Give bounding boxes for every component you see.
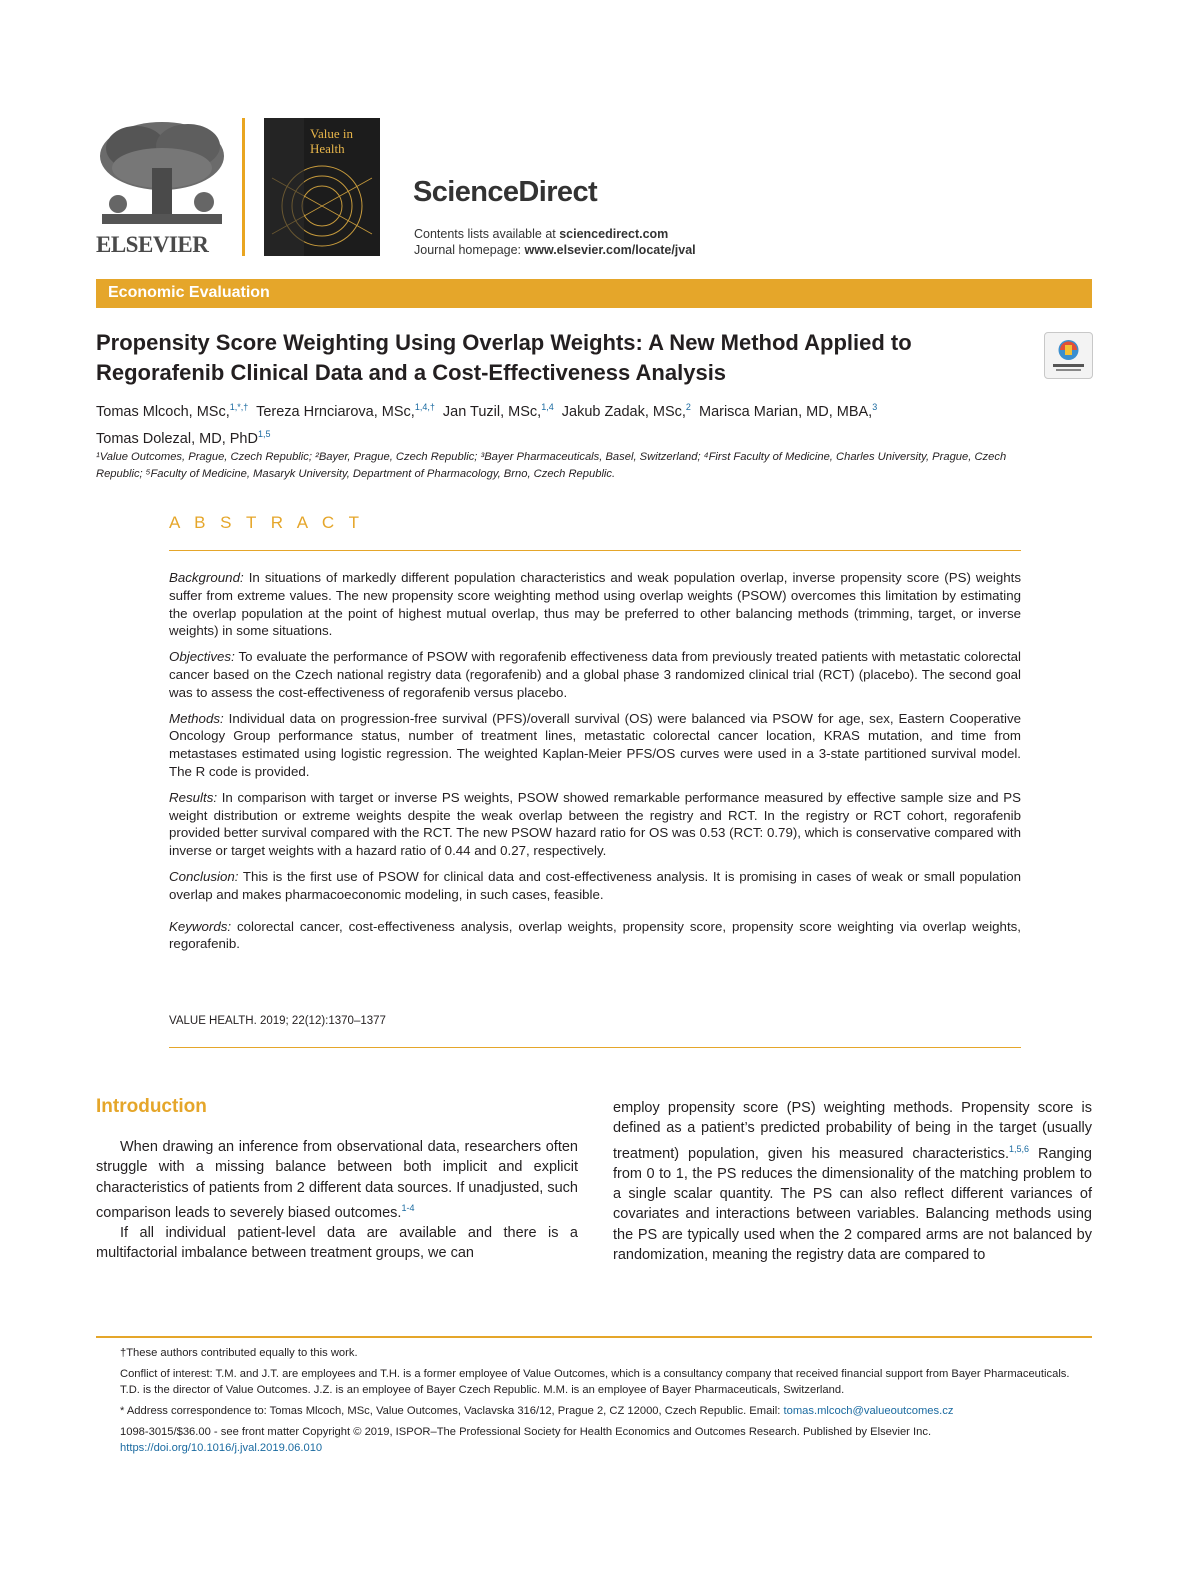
abstract-text: In comparison with target or inverse PS weights, PSOW showed remarkable performance measured by effective sample size and PS weight distribution or extreme weights despite the weak overlap between the registry and RCT. In the registry or RCT cohort, regorafenib provided better survival compared with the RCT. The new PSOW hazard ratio for OS was 0.53 (RCT: 0.79), which is conservative compared with inverse or target weights with a hazard ratio of 0.44 and 0.27, respectively. <box>169 789 1021 859</box>
journal-cover[interactable] <box>264 118 380 256</box>
abstract-text: To evaluate the performance of PSOW with regorafenib effectiveness data from previously treated patients with metastatic colorectal cancer based on the Czech national registry data (regorafenib) and a global phase 3 randomized clinical trial (RCT) (placebo). The second goal was to assess the cost-effectiveness of regorafenib versus placebo. <box>169 649 1021 700</box>
check-for-updates-icon[interactable] <box>1044 332 1093 379</box>
abstract-methods <box>169 710 1021 781</box>
correspondence-text: * Address correspondence to: Tomas Mlcoch, MSc, Value Outcomes, Vaclavska 316/12, Prague 2, CZ 12000, Czech Republic. Email: <box>120 1405 784 1417</box>
left-column <box>96 1137 578 1264</box>
intro-text: Ranging from 0 to 1, the PS reduces the dimensionality of the matching problem to a single scalar quantity. The PS can also reflect different variances of covariates and interactions between variables. Balancing methods using the PS are typically used when the 2 compared arms are not balanced by randomization, meaning the registry data are compared to <box>613 1145 1093 1263</box>
article-title: Propensity Score Weighting Using Overlap Weights: A New Method Applied to Regorafenib Clinical Data and a Cost-Effectiveness Analysis <box>96 330 912 385</box>
author-affil-ref[interactable]: 2 <box>685 402 691 412</box>
reference-link[interactable]: 1-4 <box>401 1202 415 1213</box>
conflict-of-interest-note: Conflict of interest: T.M. and J.T. are employees and T.H. is a former employee of Value Outcomes, which is a consultancy company that received financial support from Bayer Pharmaceuticals. T.D. is the director of Value Outcomes. J.Z. is an employee of Bayer Czech Republic. M.M. is an employee of Bayer Pharmaceuticals, Switzerland. <box>120 1368 1070 1396</box>
abstract-results <box>169 789 1021 860</box>
copyright-note: 1098-3015/$36.00 - see front matter Copyright © 2019, ISPOR–The Professional Society for Health Economics and Outcomes Research. Published by Elsevier Inc. <box>120 1426 932 1438</box>
keywords-label: Keywords: <box>169 918 232 934</box>
abstract-keywords <box>169 918 1021 954</box>
author-name[interactable]: Marisca Marian, MD, MBA, <box>698 403 873 420</box>
homepage-line <box>414 243 696 257</box>
section-label: Economic Evaluation <box>108 284 270 301</box>
homepage-link[interactable]: www.elsevier.com/locate/jval <box>524 243 696 257</box>
author-affil-ref[interactable]: 1,*,† <box>229 402 249 412</box>
abstract-bottom-rule <box>169 1047 1021 1048</box>
intro-text: When drawing an inference from observational data, researchers often struggle with a missing balance between both implicit and explicit characteristics of patients from 2 different data sources. If unadjusted, such comparison leads to severely biased outcomes. <box>96 1139 578 1221</box>
abstract-objectives <box>169 648 1021 701</box>
abstract-text: Individual data on progression-free survival (PFS)/overall survival (OS) were balanced via PSOW for age, sex, Eastern Cooperative Oncology Group performance status, number of treatment lines, metastatic colorectal cancer location, KRAS mutation, and time from metastases estimated using logistic regression. The weighted Kaplan-Meier PFS/OS curves were used in a 3-state partitioned survival model. The R code is provided. <box>169 710 1021 779</box>
reference-link[interactable]: 1,5,6 <box>1009 1143 1030 1154</box>
abstract-background <box>169 569 1021 640</box>
footnotes <box>120 1345 1080 1456</box>
homepage-prefix: Journal homepage: <box>414 243 525 257</box>
abstract-label: Results: <box>169 789 218 805</box>
contents-line <box>414 227 668 241</box>
author-name[interactable]: Tereza Hrnciarova, MSc, <box>256 403 415 420</box>
author-name[interactable]: Tomas Dolezal, MD, PhD <box>96 430 258 447</box>
footnote-rule <box>96 1336 1092 1338</box>
contents-prefix: Contents lists available at <box>414 227 560 241</box>
right-column <box>613 1098 1092 1265</box>
author-affil-ref[interactable]: 1,5 <box>257 428 271 439</box>
author-name[interactable]: Jakub Zadak, MSc, <box>561 403 686 420</box>
introduction-heading: Introduction <box>96 1096 207 1117</box>
intro-paragraph <box>613 1098 1092 1265</box>
section-bar <box>96 279 1092 308</box>
publisher-wordmark: ELSEVIER <box>96 232 209 257</box>
abstract-top-rule <box>169 550 1021 551</box>
abstract-label: Conclusion: <box>169 868 239 884</box>
contents-site-link[interactable]: sciencedirect.com <box>559 227 669 241</box>
author-affil-ref[interactable]: 1,4,† <box>414 402 435 412</box>
keywords-text: colorectal cancer, cost-effectiveness analysis, overlap weights, propensity score, propensity score weighting via overlap weights, regorafenib. <box>169 918 1021 952</box>
intro-text: employ propensity score (PS) weighting methods. Propensity score is defined as a patient’s predicted probability of being in the target (usually treatment) population, given his measured characteristics. <box>613 1100 1092 1162</box>
author-affil-ref[interactable]: 3 <box>872 402 878 412</box>
email-link[interactable]: tomas.mlcoch@valueoutcomes.cz <box>783 1405 954 1417</box>
author-affil-ref[interactable]: 1,4 <box>541 402 554 412</box>
intro-paragraph <box>96 1137 578 1223</box>
abstract-label: Objectives: <box>169 649 235 665</box>
abstract-conclusion <box>169 868 1021 904</box>
doi-link[interactable]: https://doi.org/10.1016/j.jval.2019.06.010 <box>120 1442 323 1454</box>
platform-title[interactable]: ScienceDirect <box>413 176 598 208</box>
author-list <box>96 396 1036 450</box>
equal-contribution-note: †These authors contributed equally to this work. <box>120 1347 358 1359</box>
intro-text: If all individual patient-level data are available and there is a multifactorial imbalance between treatment groups, we can <box>96 1225 578 1262</box>
correspondence-note <box>120 1403 1080 1419</box>
abstract-body <box>169 569 1021 961</box>
abstract-heading: A B S T R A C T <box>169 513 365 532</box>
intro-paragraph <box>96 1223 578 1264</box>
author-name[interactable]: Tomas Mlcoch, MSc, <box>96 403 230 420</box>
abstract-label: Methods: <box>169 710 224 726</box>
author-name[interactable]: Jan Tuzil, MSc, <box>442 403 542 420</box>
affiliations: ¹Value Outcomes, Prague, Czech Republic; ²Bayer, Prague, Czech Republic; ³Bayer Pharmaceuticals, Basel, Switzerland; ⁴First Faculty of Medicine, Charles University, Prague, Czech Republic; ⁵Faculty of Medicine, Masaryk University, Department of Pharmacology, Brno, Czech Republic. <box>96 451 1007 480</box>
abstract-label: Background: <box>169 570 244 585</box>
header-divider <box>242 118 245 256</box>
journal-citation: VALUE HEALTH. 2019; 22(12):1370–1377 <box>169 1015 386 1027</box>
abstract-text: In situations of markedly different population characteristics and weak population overlap, inverse propensity score (PS) weights suffer from extreme values. The new propensity score weighting method using overlap weights (PSOW) overcomes this limitation by estimating the overlap population at the point of highest mutual overlap, thus may be preferred to other balancing methods (trimming, target, or inverse weights) in some situations. <box>169 570 1021 639</box>
journal-cover-title: Value in Health <box>310 126 353 156</box>
abstract-text: This is the first use of PSOW for clinical data and cost-effectiveness analysis. It is promising in cases of weak or small population overlap and makes pharmacoeconomic modeling, in such cases, feasible. <box>169 868 1021 902</box>
